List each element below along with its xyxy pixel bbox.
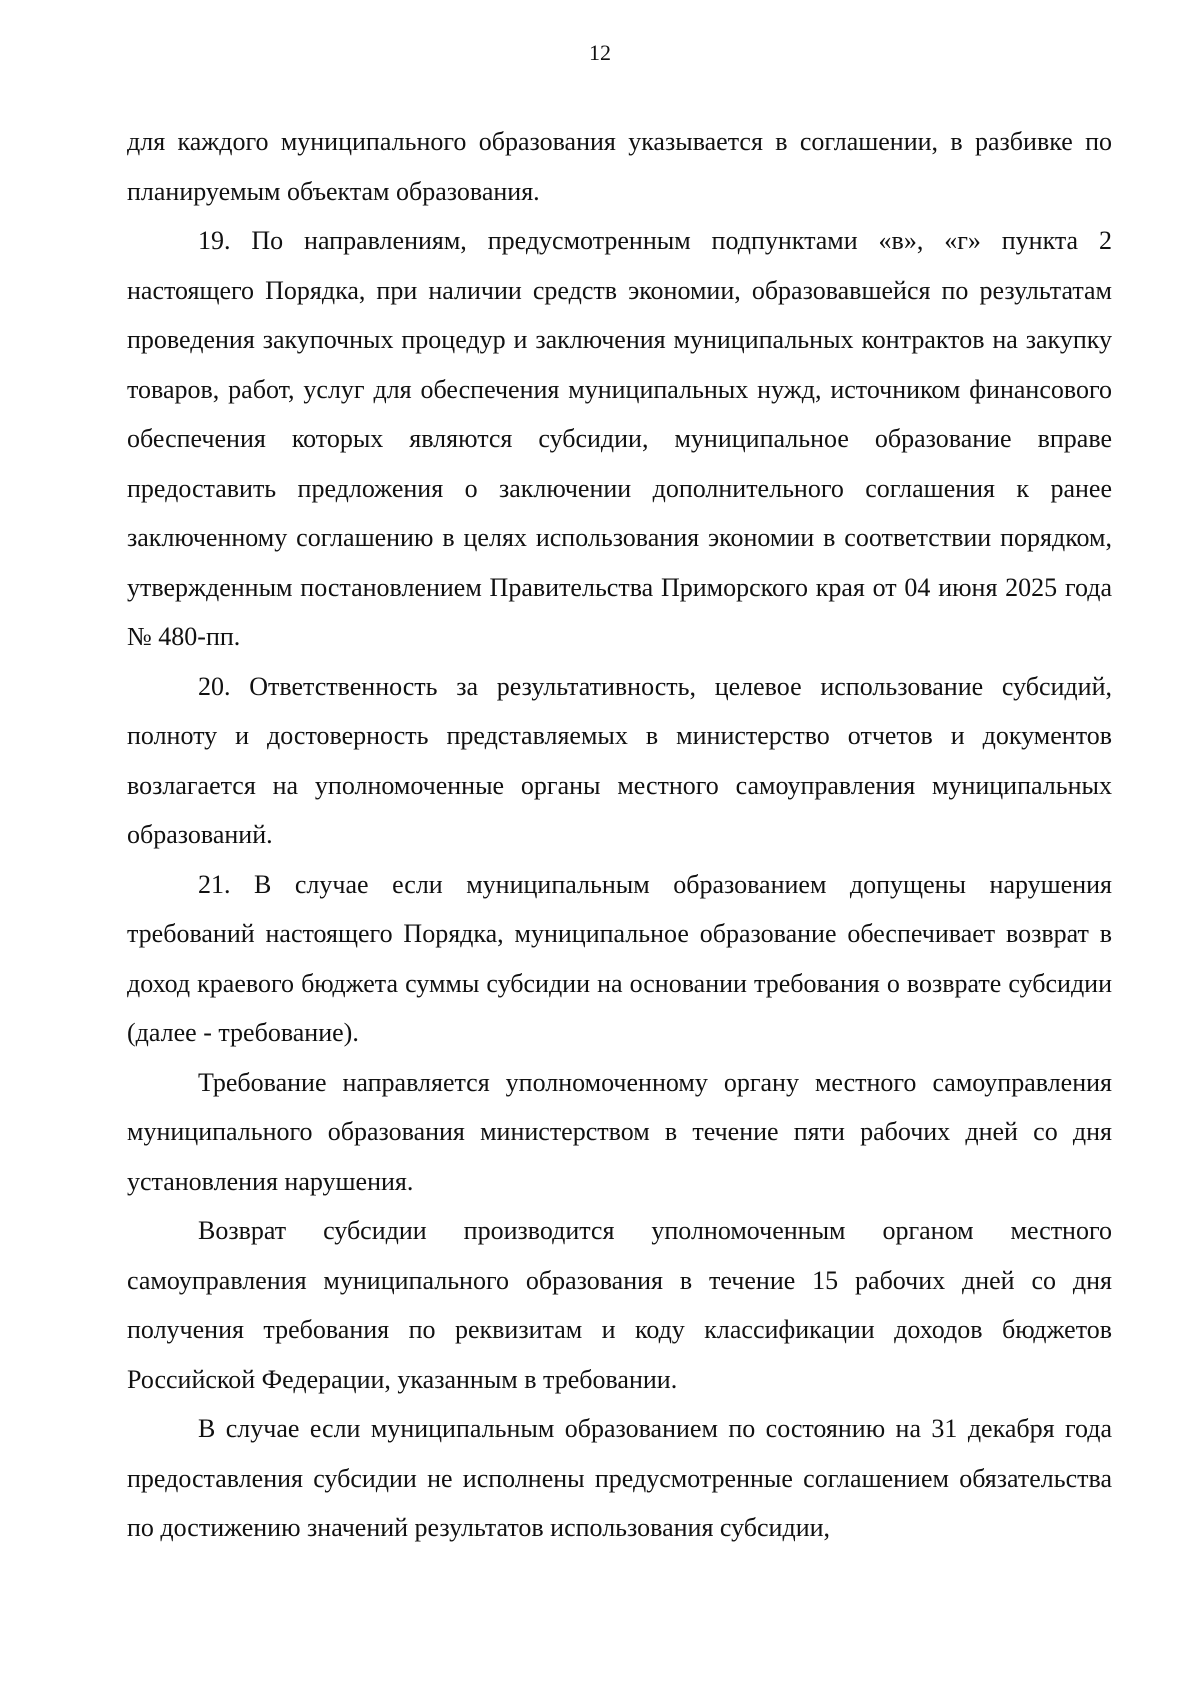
paragraph-year-end-obligations: В случае если муниципальным образованием по состоянию на 31 декабря года предоставления субсидии не исполнены предусмотренные соглашением обязательства по достижению значений результатов использования субсидии, xyxy=(127,1414,1112,1542)
paragraph-requirement-sending: Требование направляется уполномоченному органу местного самоуправления муниципального образования министерством в течение пяти рабочих дней со дня установления нарушения. xyxy=(127,1067,1112,1196)
paragraph-19: 19. По направлениям, предусмотренным подпунктами «в», «г» пункта 2 настоящего Порядка, при наличии средств экономии, образовавшейся по результатам проведения закупочных процедур и заключения муниципальных контрактов на закупку товаров, работ, услуг для обеспечения муниципальных нужд, источником финансового обеспечения которых являются субсидии, муниципальное образование вправе предоставить предложения о заключении дополнительного соглашения к ранее заключенному соглашению в целях использования экономии в соответствии порядком, утвержденным постановлением Правительства Приморского края от 04 июня 2025 года № 480-пп. xyxy=(127,226,1112,651)
document-body xyxy=(127,117,1112,1553)
paragraph-continuation: для каждого муниципального образования указывается в соглашении, в разбивке по планируемым объектам образования. xyxy=(127,127,1112,206)
paragraph-subsidy-return: Возврат субсидии производится уполномоченным органом местного самоуправления муниципального образования в течение 15 рабочих дней со дня получения требования по реквизитам и коду классификации доходов бюджетов Российской Федерации, указанным в требовании. xyxy=(127,1216,1112,1394)
paragraph-21: 21. В случае если муниципальным образованием допущены нарушения требований настоящего Порядка, муниципальное образование обеспечивает возврат в доход краевого бюджета суммы субсидии на основании требования о возврате субсидии (далее - требование). xyxy=(127,869,1112,1047)
page-number: 12 xyxy=(589,40,611,65)
paragraph-20: 20. Ответственность за результативность, целевое использование субсидий, полноту и достоверность представляемых в министерство отчетов и документов возлагается на уполномоченные органы местного самоуправления муниципальных образований. xyxy=(127,671,1112,849)
